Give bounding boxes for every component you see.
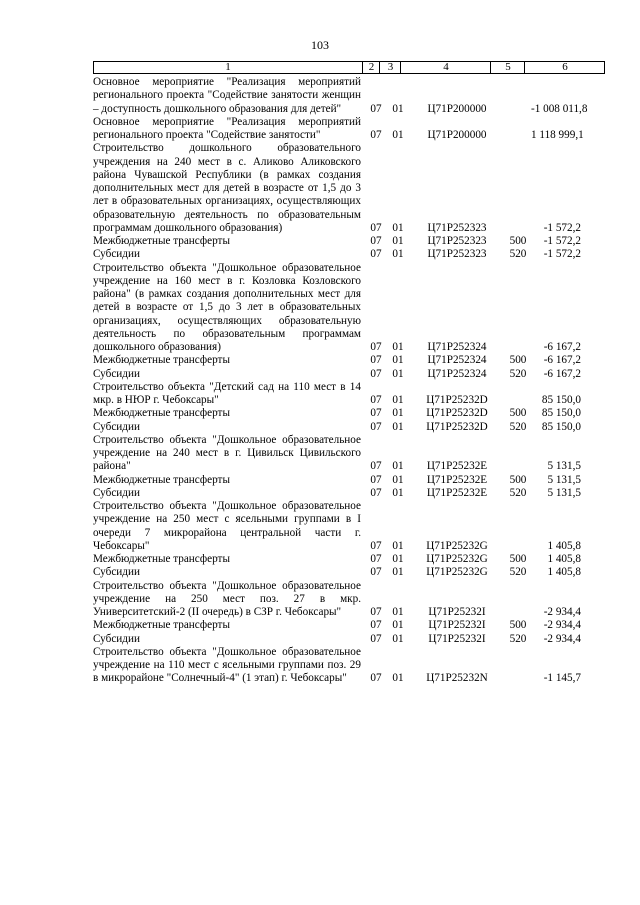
row-subsection: 01: [392, 407, 404, 420]
row-section: 07: [370, 566, 382, 579]
row-amount: -6 167,2: [543, 354, 581, 367]
row-target-code: Ц71P25232E: [426, 460, 488, 473]
row-amount: 85 150,0: [541, 420, 581, 433]
row-target-code: Ц71P200000: [427, 129, 487, 141]
row-amount: 5 131,5: [547, 486, 581, 499]
row-amount: 1 405,8: [547, 539, 581, 552]
row-description: Основное мероприятие "Реализация мероприятий регионального проекта "Содействие занятости": [93, 115, 361, 141]
row-target-code: Ц71P25232G: [426, 566, 488, 579]
row-description: Субсидии: [93, 566, 140, 579]
header-col-4: 4: [400, 62, 491, 73]
row-expense-type: 500: [509, 553, 527, 565]
row-amount: 1 118 999,1: [531, 129, 584, 141]
row-target-code: Ц71P252324: [427, 354, 487, 367]
table-row: [93, 553, 605, 566]
row-amount: -1 572,2: [543, 235, 581, 247]
row-section: 07: [370, 354, 382, 367]
row-amount: 85 150,0: [541, 407, 581, 420]
table-header: [93, 61, 605, 74]
row-target-code: Ц71P252324: [427, 341, 487, 353]
row-subsection: 01: [392, 460, 404, 473]
row-subsection: 01: [392, 221, 404, 234]
row-subsection: 01: [392, 606, 404, 618]
row-section: 07: [370, 394, 382, 406]
row-amount: -6 167,2: [543, 341, 581, 353]
row-subsection: 01: [392, 619, 404, 632]
row-amount: -1 572,2: [543, 248, 581, 261]
row-subsection: 01: [392, 354, 404, 367]
table-row: [93, 262, 605, 355]
row-subsection: 01: [392, 102, 404, 115]
table-row: [93, 421, 605, 434]
table-row: [93, 381, 605, 408]
row-section: 07: [370, 420, 382, 433]
row-section: 07: [370, 486, 382, 499]
row-amount: -1 008 011,8: [531, 102, 588, 115]
row-subsection: 01: [392, 248, 404, 261]
row-description: Субсидии: [93, 248, 140, 261]
row-amount: -2 934,4: [543, 632, 581, 645]
row-expense-type: 500: [509, 354, 527, 367]
row-description: Межбюджетные трансферты: [93, 407, 230, 420]
row-target-code: Ц71P25232I: [428, 632, 486, 645]
header-col-3: 3: [379, 62, 401, 73]
row-subsection: 01: [392, 632, 404, 645]
row-expense-type: 500: [509, 235, 527, 247]
row-subsection: 01: [392, 672, 404, 685]
row-target-code: Ц71P25232G: [426, 553, 488, 565]
row-description: Строительство объекта "Дошкольное образовательное учреждение на 160 мест в г. Козловка Козловского района" (в рамках создания дополнительных мест для детей в возрасте от 1,5 до 3 лет в образовательных организациях, осуществляющих образовательную деятельность по образовательным программам дошкольного образования): [93, 261, 361, 353]
row-target-code: Ц71P25232G: [426, 539, 488, 552]
row-section: 07: [370, 539, 382, 552]
row-section: 07: [370, 632, 382, 645]
header-col-5: 5: [490, 62, 525, 73]
row-description: Строительство объекта "Дошкольное образовательное учреждение на 110 мест с ясельными группами поз. 29 в микрорайоне "Солнечный-4" (1 этап) г. Чебоксары": [93, 645, 361, 685]
row-subsection: 01: [392, 341, 404, 353]
row-amount: 1 405,8: [547, 566, 581, 579]
header-col-2: 2: [362, 62, 380, 73]
row-subsection: 01: [392, 486, 404, 499]
table-row: [93, 116, 605, 143]
row-target-code: Ц71P252323: [427, 221, 487, 234]
row-section: 07: [370, 553, 382, 565]
row-subsection: 01: [392, 473, 404, 486]
row-target-code: Ц71P252324: [427, 367, 487, 380]
row-target-code: Ц71P25232N: [426, 672, 488, 685]
row-amount: -1 145,7: [543, 672, 581, 685]
row-description: Строительство дошкольного образовательного учреждения на 240 мест в с. Аликово Аликовского района Чувашской Республики (в рамках создания дополнительных мест для детей в возрасте от 1,5 до 3 лет в образовательных организациях, осуществляющих образовательную деятельность по образовательным программам дошкольного образования): [93, 142, 361, 234]
table-row: [93, 487, 605, 500]
header-col-6: 6: [524, 62, 605, 73]
row-description: Межбюджетные трансферты: [93, 619, 230, 632]
row-target-code: Ц71P252323: [427, 235, 487, 247]
row-subsection: 01: [392, 235, 404, 247]
table-row: [93, 619, 605, 632]
table-row: [93, 354, 605, 367]
table-row: [93, 434, 605, 474]
row-section: 07: [370, 341, 382, 353]
table-row: [93, 500, 605, 553]
table-row: [93, 235, 605, 248]
row-amount: 85 150,0: [541, 394, 581, 406]
table-row: [93, 407, 605, 420]
row-subsection: 01: [392, 539, 404, 552]
row-description: Межбюджетные трансферты: [93, 235, 230, 247]
row-expense-type: 520: [509, 566, 527, 579]
row-amount: 1 405,8: [547, 553, 581, 565]
table-row: [93, 368, 605, 381]
row-amount: -2 934,4: [543, 606, 581, 618]
row-description: Субсидии: [93, 632, 140, 645]
row-amount: -1 572,2: [543, 221, 581, 234]
row-target-code: Ц71P25232D: [426, 407, 488, 420]
row-target-code: Ц71P25232I: [428, 619, 486, 632]
row-expense-type: 500: [509, 619, 527, 632]
row-description: Основное мероприятие "Реализация мероприятий регионального проекта "Содействие занятости женщин – доступность дошкольного образования для детей": [93, 76, 361, 115]
row-description: Субсидии: [93, 367, 140, 380]
page-number: 103: [311, 38, 329, 52]
row-amount: -6 167,2: [543, 367, 581, 380]
table-row: [93, 474, 605, 487]
header-col-1: 1: [225, 61, 231, 73]
row-subsection: 01: [392, 566, 404, 579]
row-section: 07: [370, 672, 382, 685]
row-target-code: Ц71P25232I: [428, 606, 486, 618]
row-target-code: Ц71P25232E: [426, 486, 488, 499]
table-row: [93, 142, 605, 235]
row-target-code: Ц71P200000: [427, 102, 487, 115]
row-expense-type: 520: [509, 248, 527, 261]
row-expense-type: 520: [509, 367, 527, 380]
row-expense-type: 520: [509, 632, 527, 645]
row-description: Строительство объекта "Дошкольное образовательное учреждение на 250 мест поз. 27 в мкр. Университетский-2 (II очередь) в СЗР г. Чебоксары": [93, 579, 361, 618]
row-target-code: Ц71P252323: [427, 248, 487, 261]
row-amount: -2 934,4: [543, 619, 581, 632]
row-description: Субсидии: [93, 486, 140, 499]
row-expense-type: 520: [509, 420, 527, 433]
row-section: 07: [370, 367, 382, 380]
row-subsection: 01: [392, 553, 404, 565]
row-description: Строительство объекта "Дошкольное образовательное учреждение на 250 мест с ясельными группами в I очереди 7 микрорайона центральной части г. Чебоксары": [93, 500, 361, 552]
row-description: Межбюджетные трансферты: [93, 553, 230, 565]
row-subsection: 01: [392, 394, 404, 406]
table-row: [93, 566, 605, 579]
row-section: 07: [370, 102, 382, 115]
row-description: Межбюджетные трансферты: [93, 354, 230, 367]
row-description: Строительство объекта "Дошкольное образовательное учреждение на 240 мест в г. Цивильск Цивильского района": [93, 433, 361, 473]
table-row: [93, 580, 605, 620]
table-body: [93, 76, 605, 686]
table-row: [93, 248, 605, 261]
row-section: 07: [370, 460, 382, 473]
row-subsection: 01: [392, 420, 404, 433]
row-target-code: Ц71P25232D: [426, 394, 488, 406]
row-section: 07: [370, 221, 382, 234]
table-row: [93, 76, 605, 116]
row-section: 07: [370, 619, 382, 632]
row-amount: 5 131,5: [547, 473, 581, 486]
table-row: [93, 646, 605, 686]
row-amount: 5 131,5: [547, 460, 581, 473]
row-description: Субсидии: [93, 420, 140, 433]
table-row: [93, 633, 605, 646]
row-section: 07: [370, 407, 382, 420]
row-description: Межбюджетные трансферты: [93, 473, 230, 486]
row-section: 07: [370, 235, 382, 247]
row-expense-type: 520: [509, 486, 527, 499]
row-section: 07: [370, 606, 382, 618]
row-section: 07: [370, 248, 382, 261]
row-subsection: 01: [392, 367, 404, 380]
row-section: 07: [370, 473, 382, 486]
row-description: Строительство объекта "Детский сад на 110 мест в 14 мкр. в НЮР г. Чебоксары": [93, 380, 361, 406]
row-expense-type: 500: [509, 473, 527, 486]
row-expense-type: 500: [509, 407, 527, 420]
row-subsection: 01: [392, 129, 404, 141]
row-section: 07: [370, 129, 382, 141]
row-target-code: Ц71P25232E: [426, 473, 488, 486]
row-target-code: Ц71P25232D: [426, 420, 488, 433]
